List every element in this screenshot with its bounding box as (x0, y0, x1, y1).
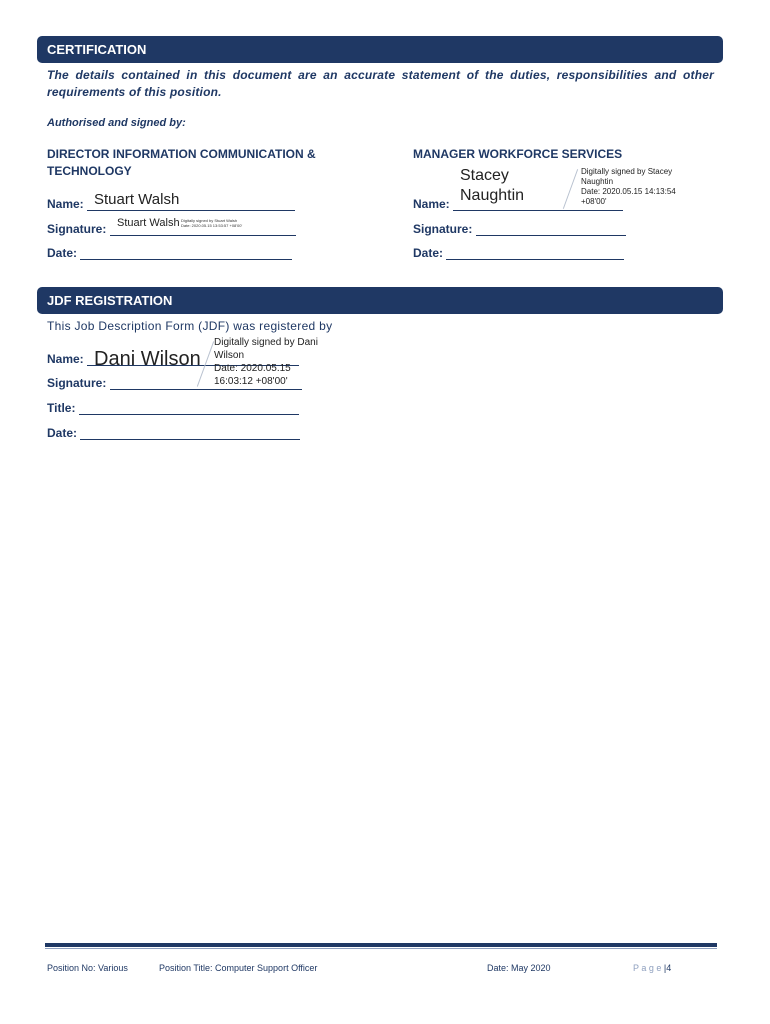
manager-stamp-line1: Digitally signed by Stacey (581, 167, 673, 176)
registration-signature-name: Dani Wilson (94, 348, 201, 370)
manager-date-row (413, 246, 624, 260)
footer-page-sep: | (663, 963, 667, 973)
signature-label: Signature: (413, 222, 473, 236)
certification-paragraph: The details contained in this document are an accurate statement of the duties, responsibilities and other requirements of this position. (47, 68, 714, 99)
name-line (453, 199, 623, 211)
footer-page (633, 963, 671, 973)
certification-header: CERTIFICATION (37, 36, 723, 63)
manager-signature-line2: Naughtin (460, 187, 525, 204)
director-heading: DIRECTOR INFORMATION COMMUNICATION & TECHNOLOGY (47, 147, 316, 178)
manager-stamp-line3: Date: 2020.05.15 14:13:54 (581, 187, 676, 196)
date-label: Date: (413, 246, 444, 260)
title-label: Title: (47, 401, 76, 415)
registration-stamp-line4: 16:03:12 +08'00' (214, 376, 288, 387)
signature-line (110, 378, 302, 390)
manager-name-row (413, 197, 623, 211)
date-label: Date: (47, 426, 78, 440)
name-label: Name: (47, 197, 84, 211)
footer-rule-thin (45, 948, 717, 949)
manager-stamp-line2: Naughtin (581, 177, 614, 186)
footer-rule (45, 943, 717, 947)
manager-heading: MANAGER WORKFORCE SERVICES (413, 147, 623, 161)
registration-stamp-line3: Date: 2020.05.15 (214, 363, 291, 374)
name-label: Name: (413, 197, 450, 211)
registration-title-row (47, 401, 299, 415)
manager-stamp-line4: +08'00' (581, 197, 607, 206)
registration-stamp-line1: Digitally signed by Dani (214, 337, 318, 348)
signature-line (476, 224, 626, 236)
manager-signature-line1: Stacey (460, 167, 509, 184)
date-line (80, 248, 292, 260)
date-label: Date: (47, 246, 78, 260)
title-line (79, 403, 299, 415)
director-signature-stamp: Digitally signed by Stuart Walsh Date: 2020.05.15 13:53:57 +08'00' (181, 218, 243, 228)
manager-signature-row (413, 222, 626, 236)
director-signature-value: Stuart Walsh (117, 217, 180, 229)
signature-label: Signature: (47, 222, 107, 236)
date-line (80, 428, 300, 440)
date-line (446, 248, 624, 260)
authorised-label: Authorised and signed by: (47, 117, 186, 129)
footer-date: Date: May 2020 (487, 963, 551, 973)
signature-label: Signature: (47, 376, 107, 390)
registration-stamp-line2: Wilson (214, 350, 245, 361)
footer-position-no: Position No: Various (47, 963, 128, 973)
registration-header: JDF REGISTRATION (37, 287, 723, 314)
footer-page-word: P a g e (633, 963, 662, 973)
registration-intro: This Job Description Form (JDF) was registered by (47, 319, 333, 333)
director-date-row (47, 246, 292, 260)
footer-position-title: Position Title: Computer Support Officer (159, 963, 318, 973)
name-label: Name: (47, 352, 84, 366)
director-name-value: Stuart Walsh (94, 191, 180, 208)
footer-page-number: 4 (666, 963, 672, 973)
registration-date-row (47, 426, 300, 440)
registration-signature-row (47, 376, 302, 390)
